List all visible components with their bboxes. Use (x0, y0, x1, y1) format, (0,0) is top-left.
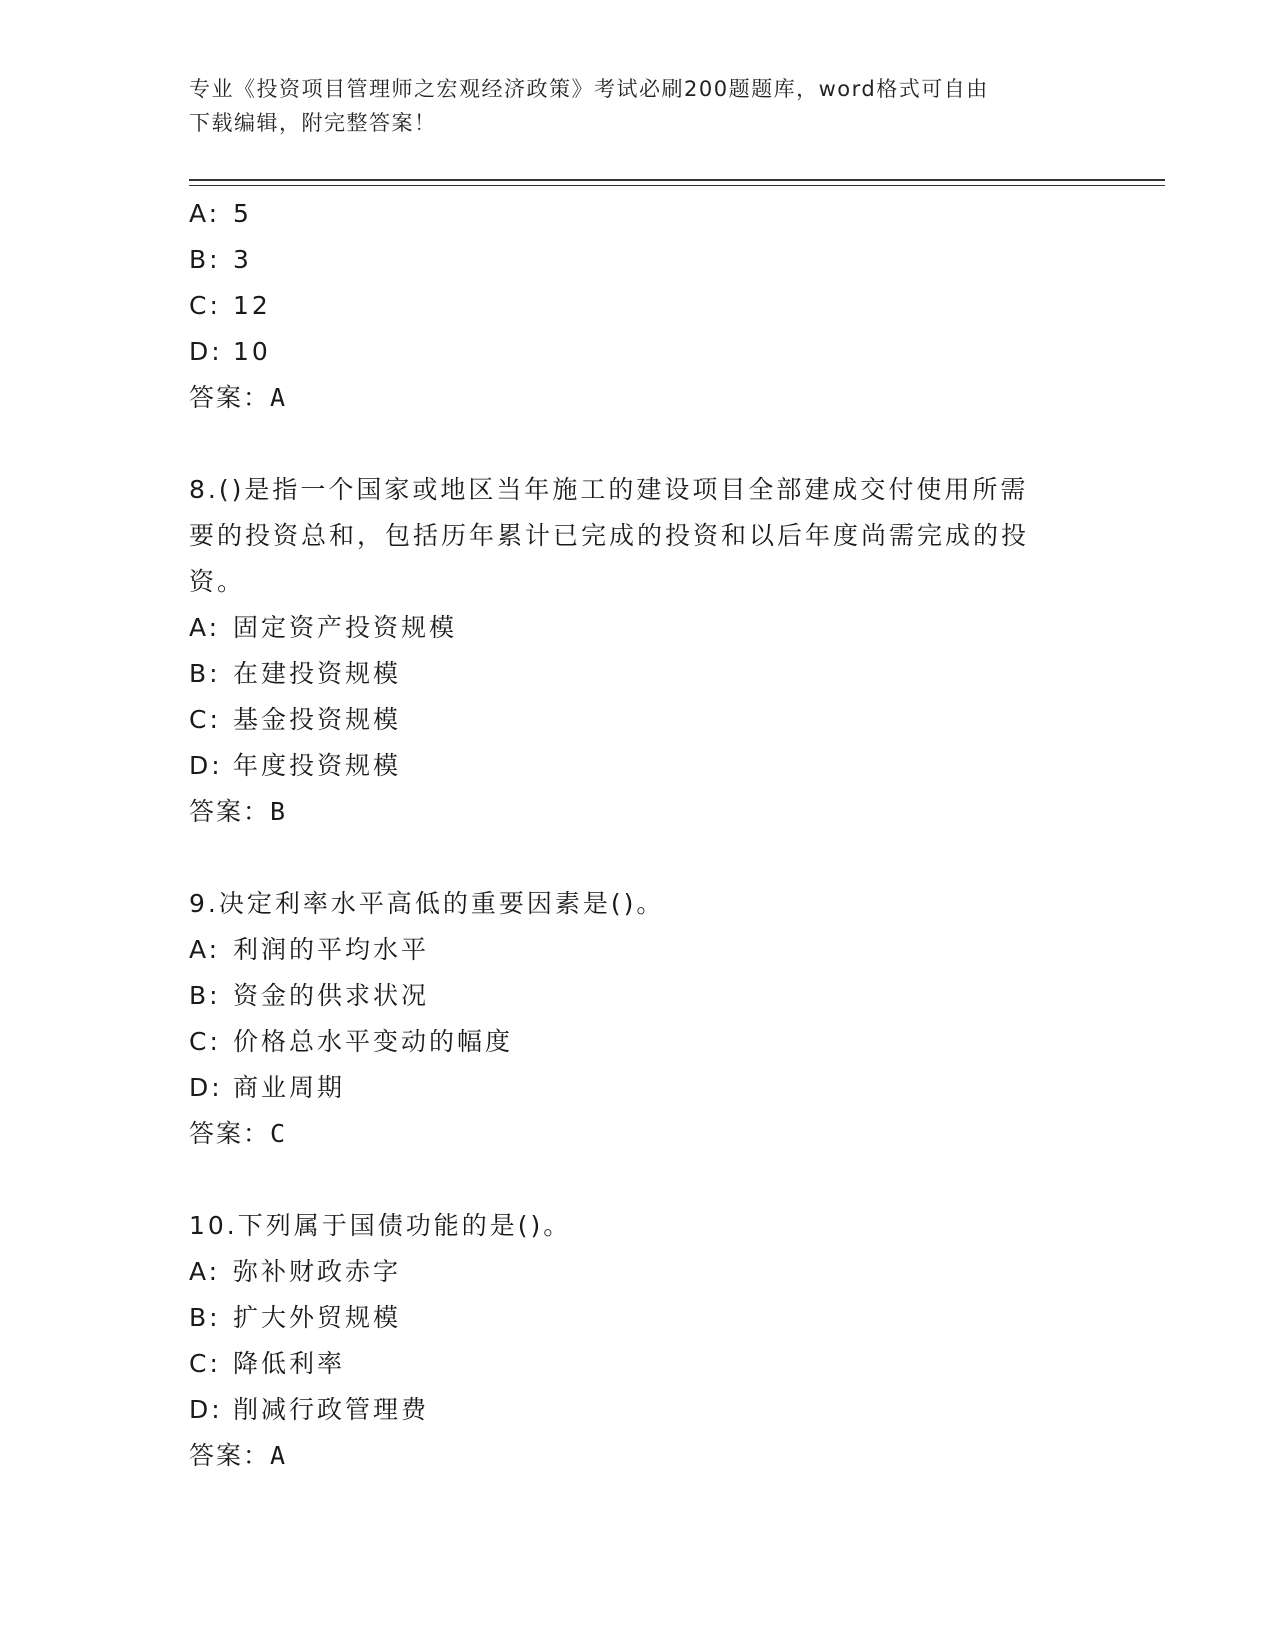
option-text: 利润的平均水平 (233, 935, 430, 964)
option-d: D: 年度投资规模 (189, 751, 402, 780)
header-divider-thin (189, 185, 1165, 186)
option-text: 价格总水平变动的幅度 (233, 1027, 514, 1056)
option-text: 在建投资规模 (233, 659, 402, 688)
option-a: A: 弥补财政赤字 (189, 1257, 402, 1286)
header-divider-thick (189, 179, 1165, 181)
option-c: C: 降低利率 (189, 1349, 346, 1378)
question-text-line: 9.决定利率水平高低的重要因素是()。 (189, 889, 665, 918)
option-b: B: 3 (189, 245, 252, 274)
question-7-continued (189, 191, 1089, 421)
option-c: C: 12 (189, 291, 271, 320)
option-text: 3 (233, 245, 252, 274)
option-text: 基金投资规模 (233, 705, 402, 734)
option-text: 12 (233, 291, 271, 320)
option-text: 商业周期 (233, 1073, 346, 1102)
header-line-1: 专业《投资项目管理师之宏观经济政策》考试必刷200题题库，word格式可自由 (189, 77, 989, 101)
option-text: 年度投资规模 (233, 751, 402, 780)
option-text: 固定资产投资规模 (233, 613, 458, 642)
answer-line: 答案：B (189, 797, 288, 826)
option-text: 5 (233, 199, 252, 228)
question-text-line: 8.()是指一个国家或地区当年施工的建设项目全部建成交付使用所需 (189, 475, 1029, 504)
answer-line: 答案：A (189, 1441, 288, 1470)
question-text-line: 10.下列属于国债功能的是()。 (189, 1211, 572, 1240)
document-header (189, 72, 1089, 140)
option-d: D: 商业周期 (189, 1073, 346, 1102)
header-line-2: 下载编辑，附完整答案！ (189, 111, 437, 135)
option-c: C: 价格总水平变动的幅度 (189, 1027, 514, 1056)
option-b: B: 在建投资规模 (189, 659, 402, 688)
question-8 (189, 467, 1089, 835)
option-a: A: 利润的平均水平 (189, 935, 430, 964)
option-a: A: 固定资产投资规模 (189, 613, 458, 642)
option-d: D: 10 (189, 337, 271, 366)
option-text: 削减行政管理费 (233, 1395, 430, 1424)
option-a: A: 5 (189, 199, 252, 228)
answer-line: 答案：C (189, 1119, 288, 1148)
option-text: 降低利率 (233, 1349, 346, 1378)
option-text: 10 (233, 337, 271, 366)
question-9 (189, 881, 1089, 1157)
option-b: B: 资金的供求状况 (189, 981, 430, 1010)
option-c: C: 基金投资规模 (189, 705, 402, 734)
question-list (189, 191, 1089, 1479)
question-text-line: 要的投资总和，包括历年累计已完成的投资和以后年度尚需完成的投 (189, 521, 1030, 550)
option-d: D: 削减行政管理费 (189, 1395, 430, 1424)
option-b: B: 扩大外贸规模 (189, 1303, 402, 1332)
option-text: 扩大外贸规模 (233, 1303, 402, 1332)
answer-line: 答案：A (189, 383, 288, 412)
question-text-line: 资。 (189, 567, 246, 596)
question-10 (189, 1203, 1089, 1479)
option-text: 资金的供求状况 (233, 981, 430, 1010)
option-text: 弥补财政赤字 (233, 1257, 402, 1286)
